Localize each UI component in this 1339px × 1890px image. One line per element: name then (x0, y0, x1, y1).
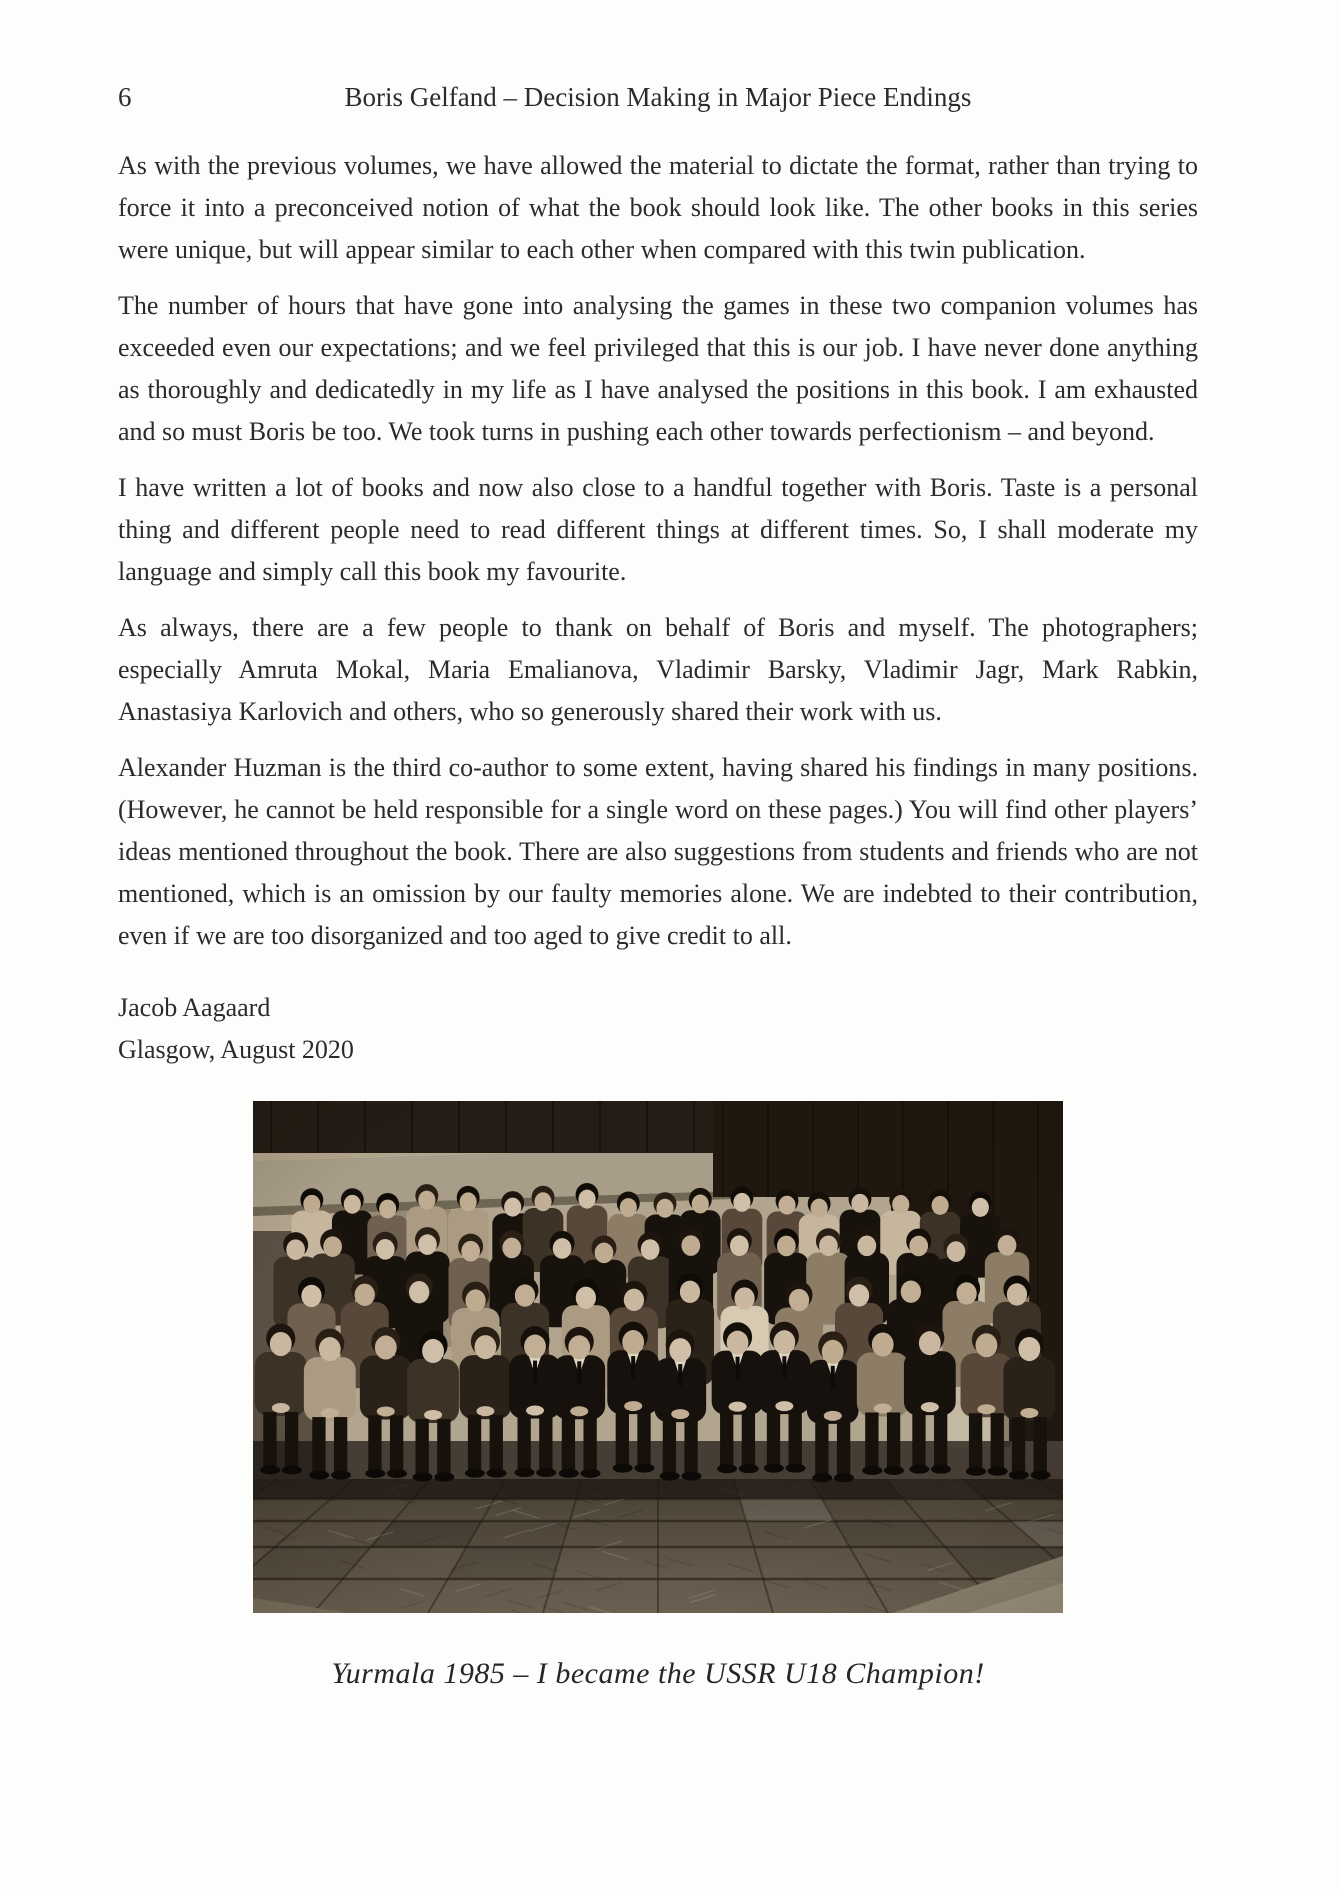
page-number: 6 (118, 82, 132, 112)
group-photo (253, 1101, 1063, 1613)
group-photo-illustration (253, 1101, 1063, 1613)
preface-text-block (118, 145, 1198, 1695)
running-title: Boris Gelfand – Decision Making in Major Piece Endings (344, 82, 972, 112)
signature-name: Jacob Aagaard (118, 993, 271, 1022)
body-paragraph: Alexander Huzman is the third co-author to some extent, having shared his findings in many positions. (However, he cannot be held responsible for a single word on these pages.) You will find other players’ ideas mentioned throughout the book. There are also suggestions from students and friends who are not mentioned, which is an omission by our faulty memories alone. We are indebted to their contribution, even if we are too disorganized and too aged to give credit to all. (118, 753, 1198, 950)
signature-place-date: Glasgow, August 2020 (118, 1035, 354, 1064)
photo-caption: Yurmala 1985 – I became the USSR U18 Champion! (331, 1657, 985, 1690)
body-paragraph: The number of hours that have gone into analysing the games in these two companion volumes has exceeded even our expectations; and we feel privileged that this is our job. I have never done anything as thoroughly and dedicatedly in my life as I have analysed the positions in this book. I am exhausted and so must Boris be too. We took turns in pushing each other towards perfectionism – and beyond. (118, 291, 1198, 446)
body-paragraph: I have written a lot of books and now also close to a handful together with Boris. Taste is a personal thing and different people need to read different things at different times. So, I shall moderate my language and simply call this book my favourite. (118, 473, 1198, 586)
signature-block (118, 987, 1198, 1071)
photo-figure (118, 1101, 1198, 1695)
body-paragraph: As always, there are a few people to thank on behalf of Boris and myself. The photographers; especially Amruta Mokal, Maria Emalianova, Vladimir Barsky, Vladimir Jagr, Mark Rabkin, Anastasiya Karlovich and others, who so generously shared their work with us. (118, 613, 1198, 726)
body-paragraph: As with the previous volumes, we have allowed the material to dictate the format, rather than trying to force it into a preconceived notion of what the book should look like. The other books in this series were unique, but will appear similar to each other when compared with this twin publication. (118, 151, 1198, 264)
page-header (118, 82, 1198, 118)
